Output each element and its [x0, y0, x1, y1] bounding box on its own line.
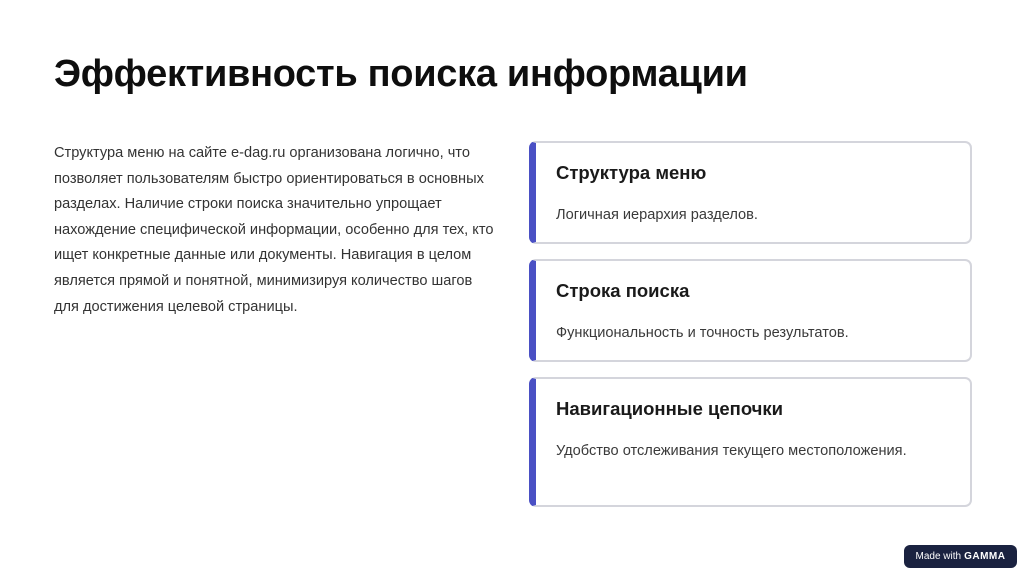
- badge-prefix: Made with: [915, 551, 962, 562]
- body-paragraph: Структура меню на сайте e-dag.ru организована логично, что позволяет пользователям быстро ориентироваться в основных разделах. Наличие строки поиска значительно упрощает нахождение специфической информации, особенно для тех, кто ищет конкретные данные или документы. Навигация в целом является прямой и понятной, минимизируя количество шагов для достижения целевой страницы.: [54, 145, 494, 315]
- card-search-bar: [529, 259, 972, 362]
- card-title: Навигационные цепочки: [556, 398, 784, 419]
- gamma-logo: GAMMA: [964, 551, 1006, 562]
- card-description: Удобство отслеживания текущего местоположения.: [556, 443, 907, 459]
- card-title: Строка поиска: [556, 280, 690, 301]
- made-with-gamma-badge[interactable]: [904, 545, 1017, 568]
- card-title: Структура меню: [556, 162, 707, 183]
- card-breadcrumbs: [529, 377, 972, 507]
- card-description: Функциональность и точность результатов.: [556, 325, 849, 341]
- card-menu-structure: [529, 141, 972, 244]
- card-description: Логичная иерархия разделов.: [556, 207, 758, 223]
- page-title: Эффективность поиска информации: [54, 53, 748, 95]
